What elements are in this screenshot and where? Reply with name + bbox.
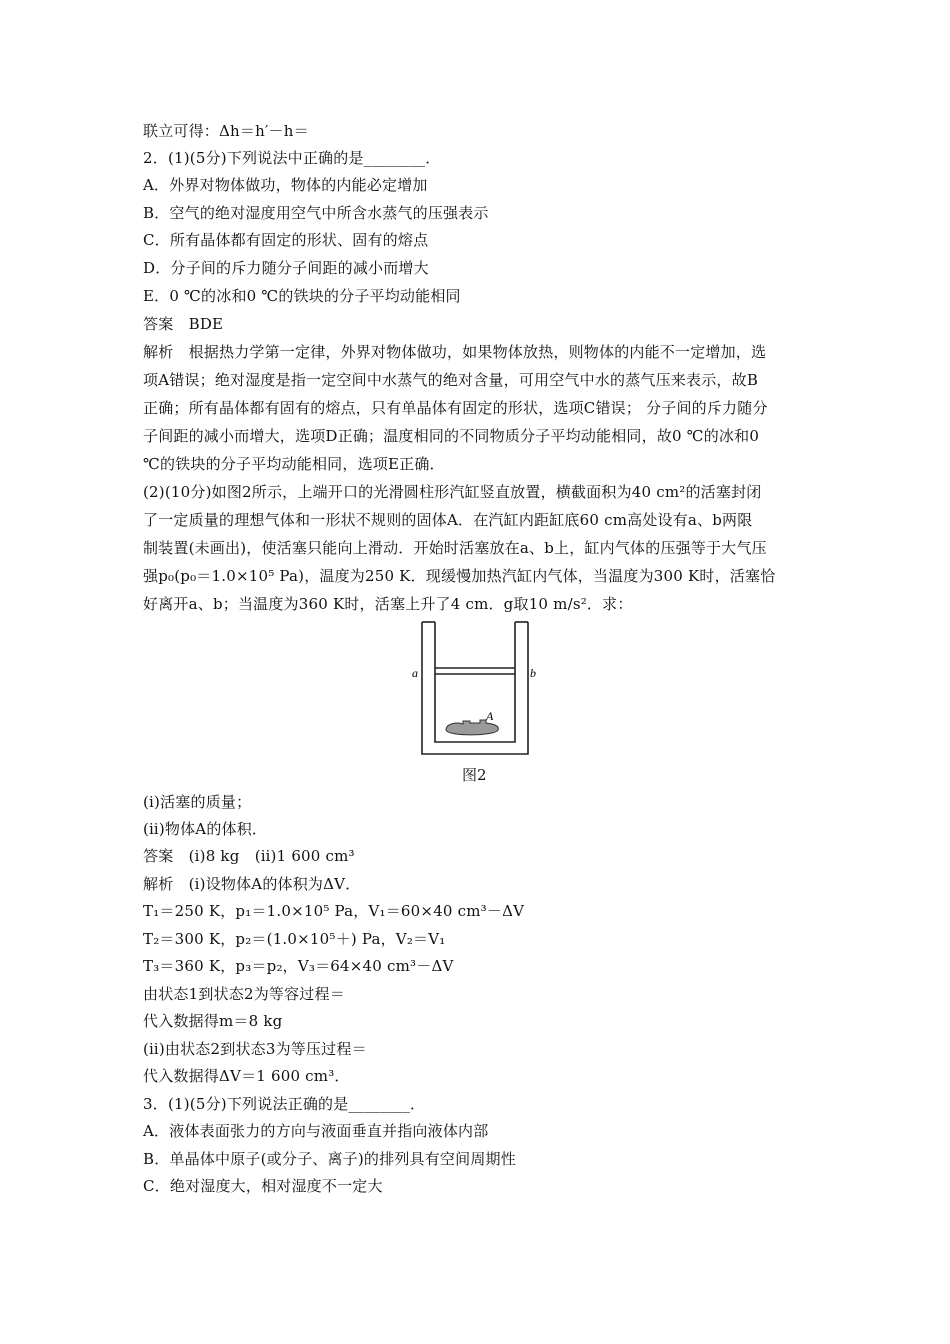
figure-caption: 图2 bbox=[462, 766, 487, 784]
cylinder-figure bbox=[408, 620, 548, 760]
answer-line: 答案 BDE bbox=[143, 315, 224, 333]
option-d: D．分子间的斥力随分子间距的减小而增大 bbox=[143, 259, 429, 277]
analysis-line: 解析 (ⅰ)设物体A的体积为ΔV． bbox=[143, 875, 361, 893]
option-a: A．液体表面张力的方向与液面垂直并指向液体内部 bbox=[143, 1122, 489, 1140]
label-b: b bbox=[530, 666, 536, 680]
analysis-line: 代入数据得m＝8 kg bbox=[143, 1012, 283, 1030]
analysis-line: 解析 根据热力学第一定律，外界对物体做功，如果物体放热，则物体的内能不一定增加，选 bbox=[143, 343, 767, 361]
analysis-line: 项A错误；绝对湿度是指一定空间中水蒸气的绝对含量，可用空气中水的蒸气压来表示，故B bbox=[143, 371, 759, 389]
subquestion-ii: (ⅱ)物体A的体积． bbox=[143, 820, 268, 838]
option-b: B．空气的绝对湿度用空气中所含水蒸气的压强表示 bbox=[143, 204, 489, 222]
question-2-part-2: 好离开a、b；当温度为360 K时，活塞上升了4 cm．g取10 m/s²．求： bbox=[143, 595, 633, 613]
subquestion-i: (ⅰ)活塞的质量； bbox=[143, 793, 252, 811]
analysis-line: (ⅱ)由状态2到状态3为等压过程＝ bbox=[143, 1040, 367, 1058]
option-c: C．绝对湿度大，相对湿度不一定大 bbox=[143, 1177, 383, 1195]
option-a: A．外界对物体做功，物体的内能必定增加 bbox=[143, 176, 428, 194]
question-2-part-2: (2)(10分)如图2所示，上端开口的光滑圆柱形汽缸竖直放置，横截面积为40 cm²的活塞封闭 bbox=[143, 483, 762, 501]
cylinder-diagram bbox=[408, 620, 548, 760]
label-object-a: A bbox=[486, 709, 494, 723]
state-1-equation: T₁＝250 K，p₁＝1.0×10⁵ Pa，V₁＝60×40 cm³－ΔV bbox=[143, 902, 525, 920]
option-e: E．0 ℃的冰和0 ℃的铁块的分子平均动能相同 bbox=[143, 287, 461, 305]
question-2-part-2: 制装置(未画出)，使活塞只能向上滑动．开始时活塞放在a、b上，缸内气体的压强等于大气压 bbox=[143, 539, 767, 557]
question-2-part-2: 强p₀(p₀＝1.0×10⁵ Pa)，温度为250 K．现缓慢加热汽缸内气体，当温度为300 K时，活塞恰 bbox=[143, 567, 776, 585]
analysis-line: 正确；所有晶体都有固有的熔点，只有单晶体有固定的形状，选项C错误； 分子间的斥力随分 bbox=[143, 399, 768, 417]
question-2-title: 2．(1)(5分)下列说法中正确的是________． bbox=[143, 149, 441, 167]
question-2-part-2: 了一定质量的理想气体和一形状不规则的固体A．在汽缸内距缸底60 cm高处设有a、b两限 bbox=[143, 511, 753, 529]
analysis-line: 由状态1到状态2为等容过程＝ bbox=[143, 985, 345, 1003]
label-a: a bbox=[412, 666, 418, 680]
text-line: 联立可得：Δh＝h′－h＝ bbox=[143, 122, 309, 140]
state-3-equation: T₃＝360 K，p₃＝p₂，V₃＝64×40 cm³－ΔV bbox=[143, 957, 454, 975]
analysis-line: ℃的铁块的分子平均动能相同，选项E正确． bbox=[143, 455, 445, 473]
answer-line: 答案 (ⅰ)8 kg (ⅱ)1 600 cm³ bbox=[143, 847, 355, 865]
option-c: C．所有晶体都有固定的形状、固有的熔点 bbox=[143, 231, 429, 249]
question-3-title: 3．(1)(5分)下列说法正确的是________． bbox=[143, 1095, 426, 1113]
state-2-equation: T₂＝300 K，p₂＝(1.0×10⁵＋) Pa，V₂＝V₁ bbox=[143, 930, 446, 948]
analysis-line: 子间距的减小而增大，选项D正确；温度相同的不同物质分子平均动能相同，故0 ℃的冰和0 bbox=[143, 427, 760, 445]
option-b: B．单晶体中原子(或分子、离子)的排列具有空间周期性 bbox=[143, 1150, 516, 1168]
analysis-line: 代入数据得ΔV＝1 600 cm³． bbox=[143, 1067, 350, 1085]
